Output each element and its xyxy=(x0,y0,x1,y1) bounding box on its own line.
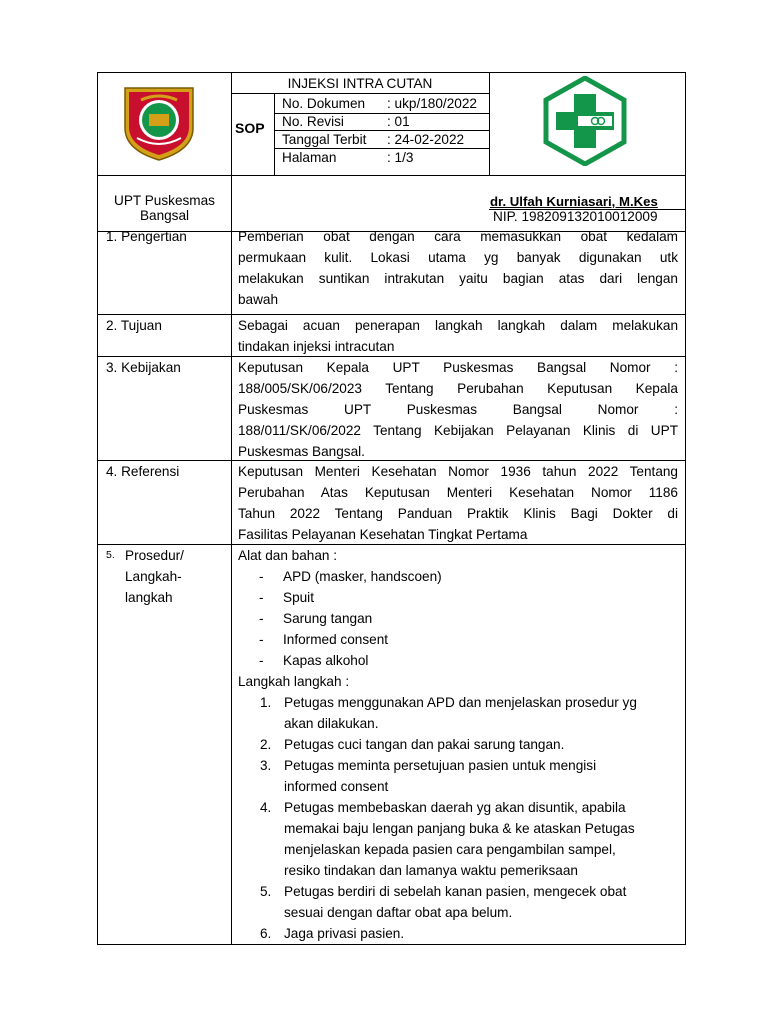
sop-label: SOP xyxy=(235,120,265,136)
document-title: INJEKSI INTRA CUTAN xyxy=(287,76,433,91)
section-label: langkah xyxy=(125,590,173,605)
section-label: 1. Pengertian xyxy=(106,229,187,244)
paragraph-line: melakukan suntikan intrakutan yaitu bagian atas dari lengan xyxy=(238,271,678,286)
paragraph-line: Puskesmas UPT Puskesmas Bangsal Nomor : xyxy=(238,402,678,417)
puskesmas-logo xyxy=(540,76,630,166)
paragraph-line: Pemberian obat dengan cara memasukkan obat kedalam xyxy=(238,229,678,244)
section-label: 4. Referensi xyxy=(106,464,180,479)
section-label: 2. Tujuan xyxy=(106,318,162,333)
paragraph-line: bawah xyxy=(238,292,279,307)
paragraph-line: 188/011/SK/06/2022 Tentang Kebijakan Pelayanan Klinis di UPT xyxy=(238,423,678,438)
signer-name: dr. Ulfah Kurniasari, M.Kes xyxy=(490,194,658,209)
paragraph-line: 188/005/SK/06/2023 Tentang Perubahan Keputusan Kepala xyxy=(238,381,678,396)
section-label: Langkah- xyxy=(125,569,182,584)
signer-nip: NIP. 198209132010012009 xyxy=(493,209,658,224)
section-label: Prosedur/ xyxy=(125,548,184,563)
langkah-heading: Langkah langkah : xyxy=(238,674,350,689)
alat-heading: Alat dan bahan : xyxy=(238,548,338,563)
section-number: 5. xyxy=(106,549,115,561)
paragraph-line: tindakan injeksi intracutan xyxy=(238,339,395,354)
regional-emblem xyxy=(119,80,199,162)
paragraph-line: Perubahan Atas Keputusan Menteri Kesehatan Nomor 1186 xyxy=(238,485,678,500)
paragraph-line: Keputusan Kepala UPT Puskesmas Bangsal Nomor : xyxy=(238,360,678,375)
paragraph-line: Sebagai acuan penerapan langkah langkah dalam melakukan xyxy=(238,318,678,333)
paragraph-line: permukaan kulit. Lokasi utama yg banyak digunakan utk xyxy=(238,250,678,265)
section-label: 3. Kebijakan xyxy=(106,360,181,375)
paragraph-line: Keputusan Menteri Kesehatan Nomor 1936 tahun 2022 Tentang xyxy=(238,464,678,479)
paragraph-line: Fasilitas Pelayanan Kesehatan Tingkat Pertama xyxy=(238,527,528,542)
paragraph-line: Puskesmas Bangsal. xyxy=(238,444,365,459)
paragraph-line: Tahun 2022 Tentang Panduan Praktik Klinis Bagi Dokter di xyxy=(238,506,678,521)
